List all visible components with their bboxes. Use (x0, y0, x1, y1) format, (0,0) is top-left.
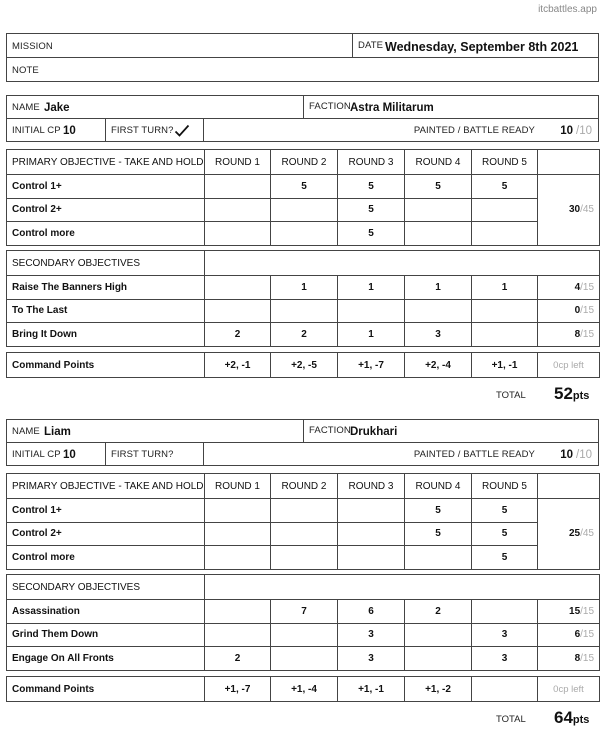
score-cell[interactable]: 6 (338, 600, 405, 624)
first-turn-field[interactable] (105, 442, 204, 466)
round-header: ROUND 4 (405, 474, 472, 499)
name-label: NAME (12, 102, 40, 113)
score-cell[interactable]: 2 (205, 647, 271, 671)
score-cell[interactable] (205, 499, 271, 523)
secondary-table (6, 250, 600, 347)
score-cell[interactable]: 1 (405, 276, 472, 300)
score-cell[interactable] (472, 222, 538, 246)
primary-row-name: Control 2+ (7, 522, 205, 546)
score-cell[interactable]: 3 (338, 647, 405, 671)
initial-cp-field[interactable] (6, 442, 106, 466)
date-label: DATE (358, 40, 384, 51)
secondary-row-name: Bring It Down (7, 323, 205, 347)
primary-total (538, 175, 600, 246)
score-cell[interactable]: 7 (271, 600, 338, 624)
total-number: 64 (554, 708, 573, 727)
score-cell[interactable]: 2 (405, 600, 472, 624)
score-cell[interactable]: 1 (338, 323, 405, 347)
initial-cp-value: 10 (63, 449, 76, 461)
faction-label: FACTION (309, 425, 351, 436)
initial-cp-value: 10 (63, 125, 76, 137)
painted-label: PAINTED / BATTLE READY (413, 125, 535, 136)
round-header: ROUND 2 (271, 150, 338, 175)
secondary-total (538, 600, 600, 624)
secondary-total-max: /15 (580, 629, 595, 641)
secondary-total-value: 6 (574, 629, 581, 641)
secondary-total-max: /15 (580, 305, 595, 317)
painted-value: 10 (560, 125, 573, 137)
cp-cell[interactable] (472, 677, 538, 702)
round-header: ROUND 3 (338, 150, 405, 175)
secondary-total (538, 299, 600, 323)
primary-total-value: 25 (568, 528, 581, 540)
score-cell[interactable]: 5 (472, 499, 538, 523)
secondary-header: SECONDARY OBJECTIVES (7, 575, 205, 600)
score-cell[interactable] (205, 546, 271, 570)
score-cell[interactable] (205, 175, 271, 199)
secondary-total-value: 8 (574, 328, 581, 340)
checkmark-icon (174, 124, 190, 142)
faction-field[interactable] (303, 419, 599, 443)
initial-cp-label: INITIAL CP (12, 449, 61, 460)
primary-total-value: 30 (568, 204, 581, 216)
primary-row-name: Control 1+ (7, 499, 205, 523)
score-cell[interactable] (338, 499, 405, 523)
score-cell[interactable]: 3 (472, 647, 538, 671)
secondary-total-max: /15 (580, 281, 595, 293)
round-header: ROUND 5 (472, 474, 538, 499)
secondary-total-max: /15 (580, 652, 595, 664)
score-cell[interactable]: 5 (338, 175, 405, 199)
secondary-total (538, 647, 600, 671)
total-unit: pts (572, 714, 590, 726)
secondary-total-value: 8 (574, 652, 581, 664)
score-cell[interactable]: 2 (271, 323, 338, 347)
first-turn-label: FIRST TURN? (111, 125, 174, 136)
secondary-total-value: 15 (569, 605, 581, 617)
score-cell[interactable] (405, 546, 472, 570)
initial-cp-field[interactable] (6, 118, 106, 142)
score-cell[interactable] (338, 546, 405, 570)
player-name: Jake (44, 102, 70, 114)
score-cell[interactable] (205, 299, 271, 323)
name-label: NAME (12, 426, 40, 437)
score-cell[interactable] (472, 299, 538, 323)
score-cell[interactable] (271, 647, 338, 671)
score-cell[interactable]: 5 (338, 222, 405, 246)
player-name-field[interactable] (6, 95, 304, 119)
score-cell[interactable]: 5 (472, 175, 538, 199)
score-cell[interactable]: 5 (271, 175, 338, 199)
secondary-row-name: Grind Them Down (7, 623, 205, 647)
secondary-row-name: Engage On All Fronts (7, 647, 205, 671)
secondary-header: SECONDARY OBJECTIVES (7, 251, 205, 276)
faction-value: Drukhari (350, 426, 398, 438)
secondary-total (538, 323, 600, 347)
score-cell[interactable] (405, 647, 472, 671)
score-cell[interactable] (405, 299, 472, 323)
round-header: ROUND 3 (338, 474, 405, 499)
primary-row-name: Control 2+ (7, 198, 205, 222)
round-header: ROUND 2 (271, 474, 338, 499)
primary-total (538, 499, 600, 570)
score-cell[interactable] (205, 600, 271, 624)
mission-field[interactable] (6, 33, 353, 58)
round-header: ROUND 1 (205, 474, 271, 499)
score-cell[interactable] (205, 198, 271, 222)
primary-header: PRIMARY OBJECTIVE - TAKE AND HOLD (7, 474, 205, 499)
score-cell[interactable] (405, 198, 472, 222)
mission-label: MISSION (12, 41, 53, 52)
secondary-total-value: 0 (574, 305, 581, 317)
score-cell[interactable] (205, 623, 271, 647)
painted-max: /10 (576, 449, 592, 461)
note-label: NOTE (12, 65, 39, 76)
note-field[interactable] (6, 57, 599, 82)
painted-label: PAINTED / BATTLE READY (413, 449, 535, 460)
score-cell[interactable]: 5 (472, 546, 538, 570)
cp-left: 0cp left (538, 677, 600, 702)
score-cell[interactable] (271, 546, 338, 570)
cp-label: Command Points (7, 677, 205, 702)
score-cell[interactable]: 1 (271, 276, 338, 300)
command-points-table (6, 676, 600, 702)
cp-label: Command Points (7, 353, 205, 378)
score-cell[interactable] (205, 276, 271, 300)
primary-table (6, 149, 600, 246)
score-cell[interactable] (405, 222, 472, 246)
total-value (554, 384, 589, 404)
total-label: TOTAL (496, 390, 526, 401)
score-cell[interactable]: 5 (338, 198, 405, 222)
score-cell[interactable]: 5 (405, 499, 472, 523)
score-cell[interactable] (205, 522, 271, 546)
cp-left: 0cp left (538, 353, 600, 378)
total-value (554, 708, 589, 728)
player-section (0, 419, 609, 739)
score-cell[interactable] (205, 222, 271, 246)
cp-cell[interactable]: +1, -7 (205, 677, 271, 702)
secondary-total-max: /15 (580, 605, 595, 617)
score-cell[interactable] (472, 198, 538, 222)
score-cell[interactable]: 5 (472, 522, 538, 546)
cp-cell[interactable]: +1, -7 (338, 353, 405, 378)
round-header: ROUND 1 (205, 150, 271, 175)
score-cell[interactable]: 1 (472, 276, 538, 300)
player-name: Liam (44, 426, 71, 438)
player-name-field[interactable] (6, 419, 304, 443)
round-header: ROUND 4 (405, 150, 472, 175)
secondary-row-name: Assassination (7, 600, 205, 624)
initial-cp-label: INITIAL CP (12, 125, 61, 136)
cp-cell[interactable]: +1, -4 (271, 677, 338, 702)
date-field[interactable] (352, 33, 599, 58)
score-cell[interactable]: 5 (405, 175, 472, 199)
cp-cell[interactable]: +2, -5 (271, 353, 338, 378)
primary-total-max: /45 (580, 204, 594, 216)
primary-table (6, 473, 600, 570)
score-cell[interactable]: 5 (405, 522, 472, 546)
player-section (0, 95, 609, 415)
score-cell[interactable] (472, 323, 538, 347)
primary-row-name: Control more (7, 222, 205, 246)
primary-total-max: /45 (580, 528, 594, 540)
painted-max: /10 (576, 125, 592, 137)
score-cell[interactable] (271, 522, 338, 546)
site-url: itcbattles.app (538, 4, 597, 15)
command-points-table (6, 352, 600, 378)
score-cell[interactable] (271, 499, 338, 523)
total-number: 52 (554, 384, 573, 403)
secondary-total-value: 4 (574, 281, 581, 293)
secondary-row-name: Raise The Banners High (7, 276, 205, 300)
score-cell[interactable] (271, 299, 338, 323)
cp-cell[interactable]: +2, -4 (405, 353, 472, 378)
score-cell[interactable] (338, 299, 405, 323)
score-cell[interactable] (472, 600, 538, 624)
secondary-row-name: To The Last (7, 299, 205, 323)
secondary-total-max: /15 (580, 328, 595, 340)
date-value: Wednesday, September 8th 2021 (385, 40, 579, 54)
score-cell[interactable]: 3 (405, 323, 472, 347)
cp-cell[interactable]: +1, -2 (405, 677, 472, 702)
primary-row-name: Control 1+ (7, 175, 205, 199)
score-cell[interactable]: 2 (205, 323, 271, 347)
secondary-total (538, 623, 600, 647)
primary-header: PRIMARY OBJECTIVE - TAKE AND HOLD (7, 150, 205, 175)
score-cell[interactable]: 1 (338, 276, 405, 300)
secondary-total (538, 276, 600, 300)
painted-field[interactable] (203, 442, 599, 466)
score-cell[interactable]: 3 (338, 623, 405, 647)
cp-cell[interactable]: +1, -1 (472, 353, 538, 378)
score-cell[interactable]: 3 (472, 623, 538, 647)
round-header: ROUND 5 (472, 150, 538, 175)
cp-cell[interactable]: +2, -1 (205, 353, 271, 378)
faction-value: Astra Militarum (350, 102, 434, 114)
total-unit: pts (572, 390, 590, 402)
secondary-table (6, 574, 600, 671)
score-cell[interactable] (405, 623, 472, 647)
first-turn-field[interactable] (105, 118, 204, 142)
first-turn-label: FIRST TURN? (111, 449, 174, 460)
cp-cell[interactable]: +1, -1 (338, 677, 405, 702)
score-cell[interactable] (338, 522, 405, 546)
total-label: TOTAL (496, 714, 526, 725)
score-cell[interactable] (271, 623, 338, 647)
faction-field[interactable] (303, 95, 599, 119)
painted-value: 10 (560, 449, 573, 461)
faction-label: FACTION (309, 101, 351, 112)
score-cell[interactable] (271, 198, 338, 222)
painted-field[interactable] (203, 118, 599, 142)
primary-row-name: Control more (7, 546, 205, 570)
score-cell[interactable] (271, 222, 338, 246)
